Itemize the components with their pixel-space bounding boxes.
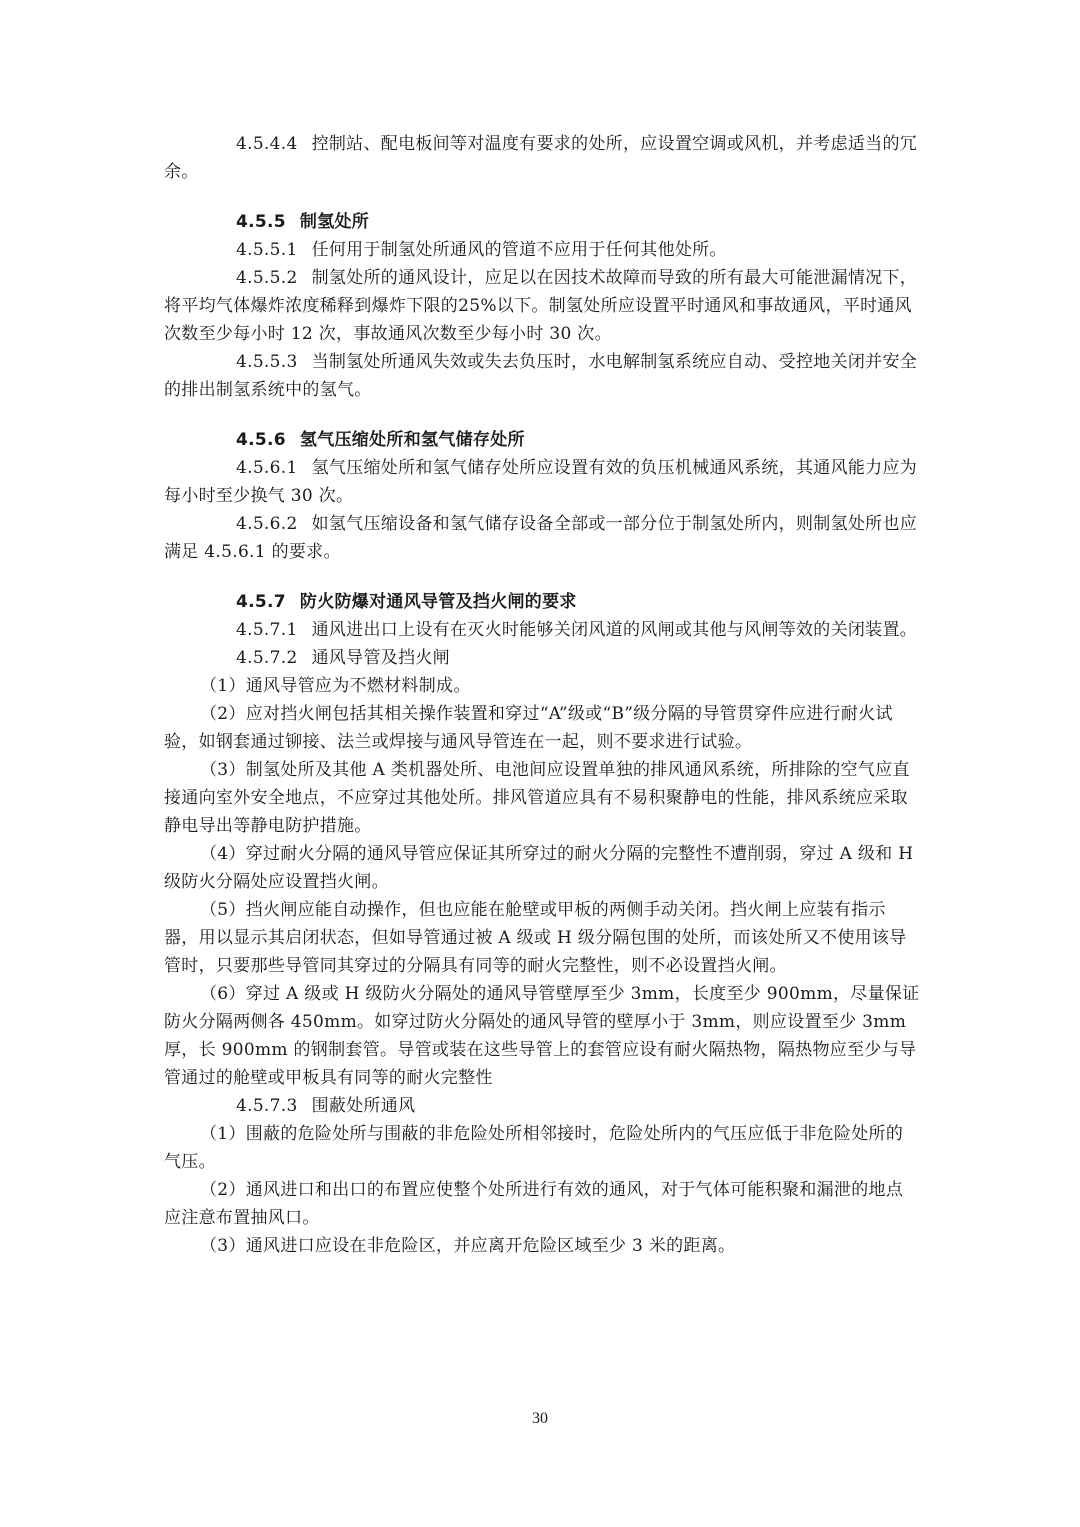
- list-item: [164, 756, 920, 840]
- paragraph-text: 如氢气压缩设备和氢气储存设备全部或一部分位于制氢处所内，则制氢处所也应满足 4.5.6.1 的要求。: [164, 514, 918, 562]
- clause-paragraph: [164, 130, 920, 186]
- list-item: [164, 1176, 920, 1232]
- paragraph-text: （4）穿过耐火分隔的通风导管应保证其所穿过的耐火分隔的完整性不遭削弱，穿过 A 级和 H 级防火分隔处应设置挡火闸。: [164, 844, 914, 892]
- paragraph-text: 防火防爆对通风导管及挡火闸的要求: [299, 592, 577, 612]
- clause-number: 4.5.5.2: [236, 268, 298, 288]
- paragraph-text: 制氢处所: [299, 212, 370, 232]
- clause-number: 4.5.6.2: [236, 514, 298, 534]
- clause-paragraph: [164, 348, 920, 404]
- list-item: [164, 840, 920, 896]
- section-heading: [164, 426, 920, 454]
- section-heading: [164, 208, 920, 236]
- clause-paragraph: [164, 616, 920, 644]
- clause-number: 4.5.5.3: [236, 352, 298, 372]
- clause-number: 4.5.6.1: [236, 458, 298, 478]
- paragraph-text: 氢气压缩处所和氢气储存处所: [299, 430, 525, 450]
- page-body: [164, 130, 920, 1260]
- page-number: 30: [532, 1410, 548, 1427]
- clause-paragraph: [164, 454, 920, 510]
- clause-paragraph: [164, 1092, 920, 1120]
- paragraph-text: 任何用于制氢处所通风的管道不应用于任何其他处所。: [311, 240, 727, 260]
- clause-paragraph: [164, 236, 920, 264]
- paragraph-text: （2）通风进口和出口的布置应使整个处所进行有效的通风，对于气体可能积聚和漏泄的地点应注意布置抽风口。: [164, 1180, 904, 1228]
- clause-number: 4.5.6: [236, 430, 286, 450]
- paragraph-text: 通风进出口上设有在灭火时能够关闭风道的风闸或其他与风闸等效的关闭装置。: [311, 620, 918, 640]
- list-item: [164, 672, 920, 700]
- list-item: [164, 1232, 920, 1260]
- paragraph-text: （5）挡火闸应能自动操作，但也应能在舱壁或甲板的两侧手动关闭。挡火闸上应装有指示器，用以显示其启闭状态，但如导管通过被 A 级或 H 级分隔包围的处所，而该处所又不使用该导管时，只要那些导管同其穿过的分隔具有同等的耐火完整性，则不必设置挡火闸。: [164, 900, 907, 976]
- clause-number: 4.5.7.3: [236, 1096, 298, 1116]
- paragraph-text: （3）通风进口应设在非危险区，并应离开危险区域至少 3 米的距离。: [200, 1236, 736, 1256]
- section-heading: [164, 588, 920, 616]
- paragraph-text: （3）制氢处所及其他 A 类机器处所、电池间应设置单独的排风通风系统，所排除的空气应直接通向室外安全地点，不应穿过其他处所。排风管道应具有不易积聚静电的性能，排风系统应采取静电导出等静电防护措施。: [164, 760, 910, 836]
- clause-number: 4.5.5.1: [236, 240, 298, 260]
- clause-number: 4.5.7: [236, 592, 286, 612]
- clause-paragraph: [164, 644, 920, 672]
- list-item: [164, 1120, 920, 1176]
- paragraph-text: 控制站、配电板间等对温度有要求的处所，应设置空调或风机，并考虑适当的冗余。: [164, 134, 918, 182]
- clause-number: 4.5.7.1: [236, 620, 298, 640]
- clause-paragraph: [164, 510, 920, 566]
- paragraph-text: 制氢处所的通风设计，应足以在因技术故障而导致的所有最大可能泄漏情况下，将平均气体爆炸浓度稀释到爆炸下限的25%以下。制氢处所应设置平时通风和事故通风，平时通风次数至少每小时 12 次，事故通风次数至少每小时 30 次。: [164, 268, 918, 344]
- paragraph-text: 通风导管及挡火闸: [311, 648, 450, 668]
- paragraph-text: （2）应对挡火闸包括其相关操作装置和穿过“A”级或“B”级分隔的导管贯穿件应进行耐火试验，如钢套通过铆接、法兰或焊接与通风导管连在一起，则不要求进行试验。: [164, 704, 893, 752]
- list-item: [164, 896, 920, 980]
- clause-number: 4.5.7.2: [236, 648, 298, 668]
- list-item: [164, 700, 920, 756]
- paragraph-text: 氢气压缩处所和氢气储存处所应设置有效的负压机械通风系统，其通风能力应为每小时至少换气 30 次。: [164, 458, 918, 506]
- paragraph-text: （1）围蔽的危险处所与围蔽的非危险处所相邻接时，危险处所内的气压应低于非危险处所的气压。: [164, 1124, 904, 1172]
- paragraph-text: 围蔽处所通风: [311, 1096, 416, 1116]
- paragraph-text: 当制氢处所通风失效或失去负压时，水电解制氢系统应自动、受控地关闭并安全的排出制氢系统中的氢气。: [164, 352, 918, 400]
- clause-number: 4.5.5: [236, 212, 286, 232]
- paragraph-text: （6）穿过 A 级或 H 级防火分隔处的通风导管壁厚至少 3mm，长度至少 900mm，尽量保证防火分隔两侧各 450mm。如穿过防火分隔处的通风导管的壁厚小于 3mm，则应设置至少 3mm 厚，长 900mm 的钢制套管。导管或装在这些导管上的套管应设有耐火隔热物，隔热物应至少与导管通过的舱壁或甲板具有同等的耐火完整性: [164, 984, 920, 1088]
- paragraph-text: （1）通风导管应为不燃材料制成。: [200, 676, 471, 696]
- list-item: [164, 980, 920, 1092]
- clause-number: 4.5.4.4: [236, 134, 298, 154]
- clause-paragraph: [164, 264, 920, 348]
